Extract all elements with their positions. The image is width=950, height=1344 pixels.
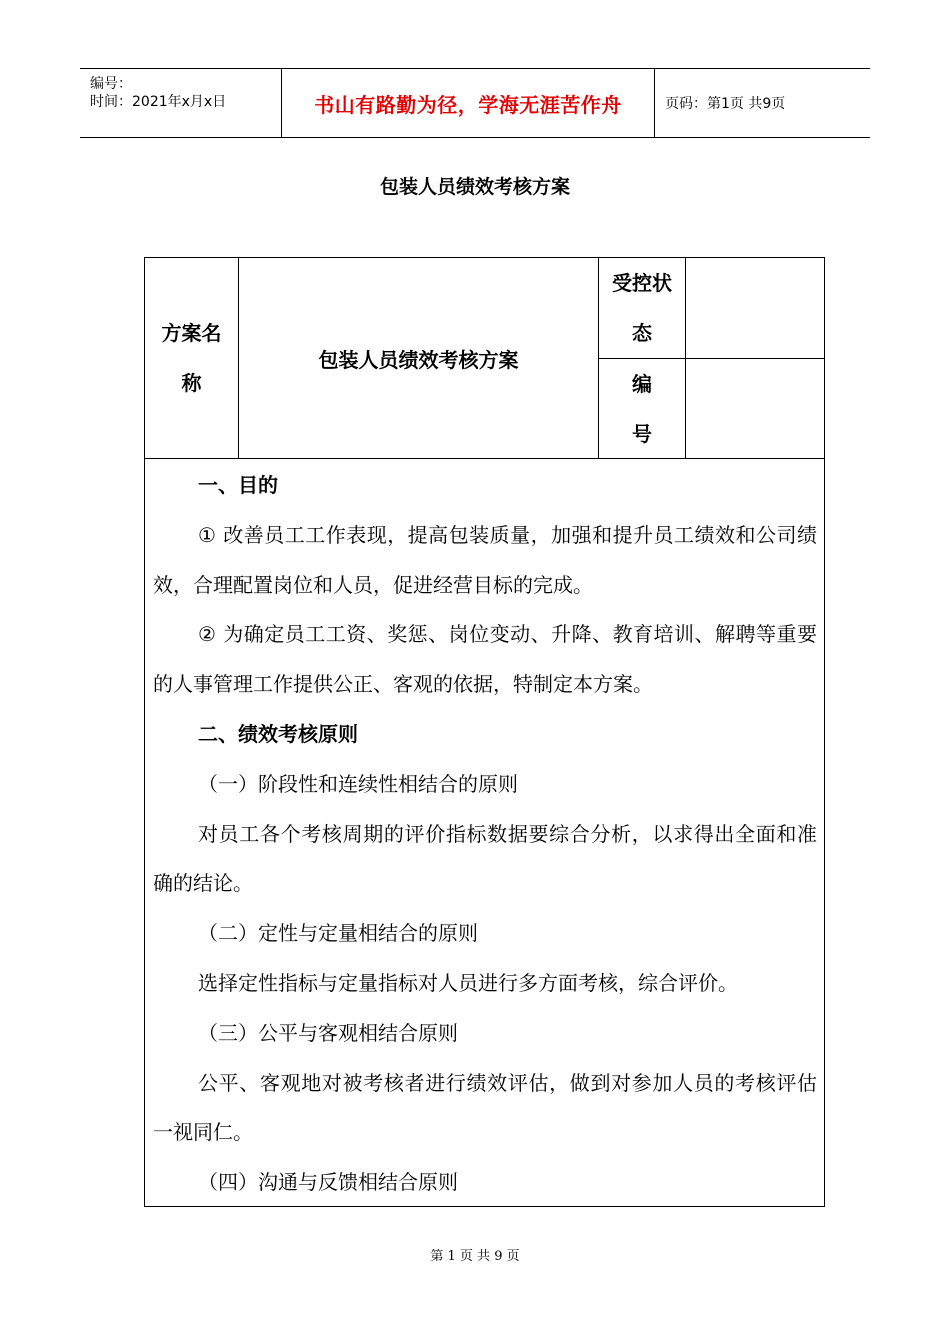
- number-label: 编号: [632, 371, 652, 446]
- header-number-label: 编号：: [90, 76, 132, 92]
- number-value: [686, 359, 824, 459]
- subsection-heading: （二）定性与定量相结合的原则: [198, 921, 478, 946]
- document-title: 包装人员绩效考核方案: [379, 176, 570, 198]
- header-meta: [80, 69, 281, 137]
- section-heading: 一、目的: [198, 473, 278, 497]
- page-footer: 第 1 页 共 9 页: [430, 1249, 520, 1264]
- page-header: [80, 68, 870, 138]
- paragraph: ② 为确定员工工资、奖惩、岗位变动、升降、教育培训、解聘等重要的人事管理工作提供公正、客观的依据，特制定本方案。: [153, 622, 817, 697]
- number-label-cell: [599, 359, 686, 459]
- control-status-label-cell: [599, 258, 686, 359]
- plan-content: [153, 461, 817, 1208]
- header-page-info: 页码：第1页 共9页: [665, 96, 786, 112]
- paragraph: ① 改善员工工作表现，提高包装质量，加强和提升员工绩效和公司绩效，合理配置岗位和人员，促进经营目标的完成。: [153, 522, 817, 597]
- header-time-label: 时间：2021年x月x日: [90, 94, 227, 110]
- subsection-heading: （一）阶段性和连续性相结合的原则: [198, 771, 518, 796]
- section-heading: 二、绩效考核原则: [198, 721, 358, 746]
- plan-table: [144, 257, 825, 1207]
- plan-name-label: 方案名称: [161, 321, 222, 395]
- plan-name-value: 包装人员绩效考核方案: [239, 258, 599, 459]
- subsection-heading: （三）公平与客观相结合原则: [198, 1020, 458, 1045]
- control-status-label: 受控状态: [612, 271, 672, 345]
- paragraph: 公平、客观地对被考核者进行绩效评估，做到对参加人员的考核评估一视同仁。: [153, 1070, 817, 1145]
- plan-name-label-cell: [145, 258, 239, 459]
- control-status-value: [686, 258, 824, 359]
- paragraph: 选择定性指标与定量指标对人员进行多方面考核，综合评价。: [198, 970, 738, 995]
- header-motto: 书山有路勤为径，学海无涯苦作舟: [281, 69, 655, 137]
- subsection-heading: （四）沟通与反馈相结合原则: [198, 1170, 458, 1195]
- paragraph: 对员工各个考核周期的评价指标数据要综合分析，以求得出全面和准确的结论。: [153, 821, 817, 896]
